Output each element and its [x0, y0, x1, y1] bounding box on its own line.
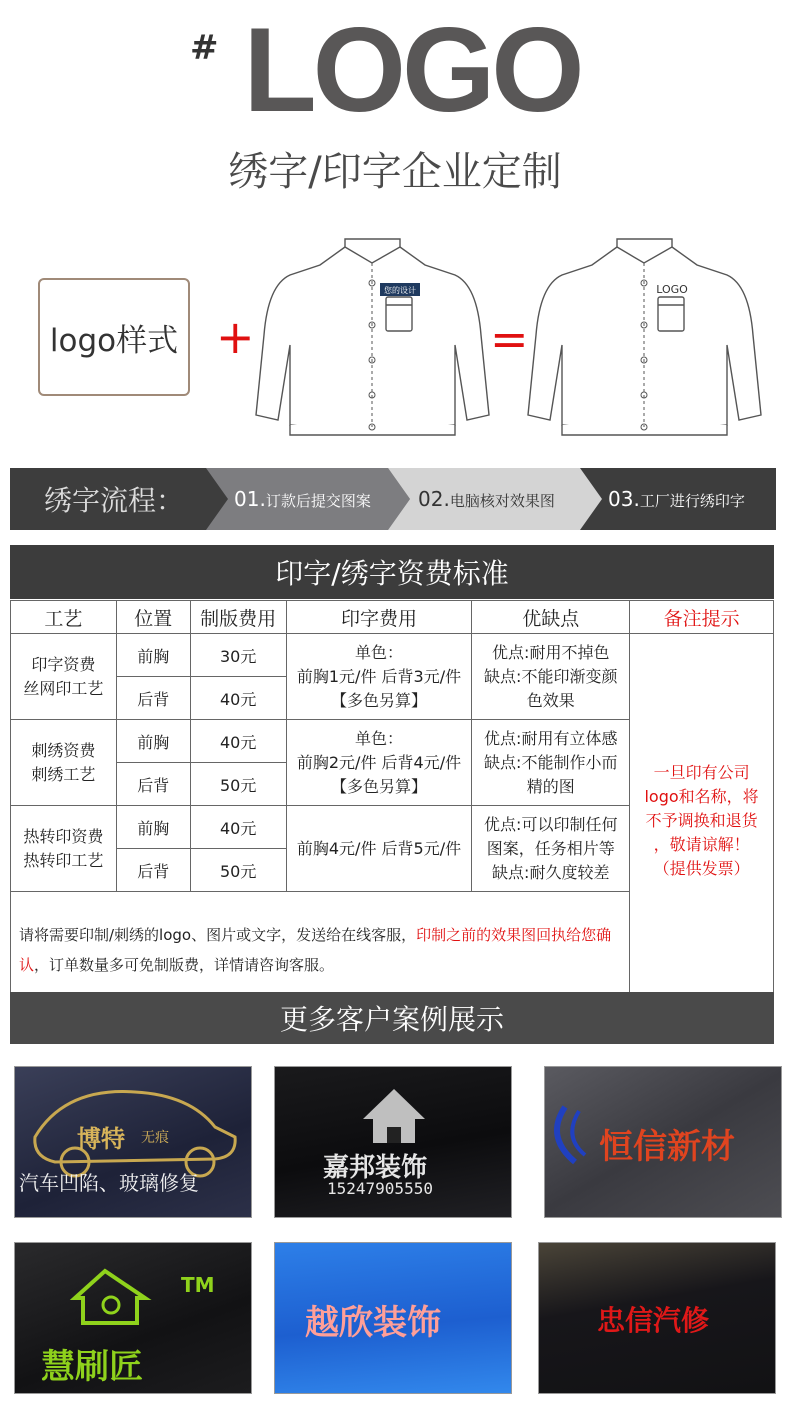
logo-style-box — [38, 278, 190, 396]
shirt-with-design-illustration — [250, 235, 495, 440]
fee-standard-title: 印字/绣字资费标准 — [10, 545, 774, 599]
position-cell: 后背 — [116, 763, 190, 806]
plate-fee-cell: 50元 — [190, 849, 286, 892]
process-title: 绣字流程： — [44, 484, 185, 517]
header-pros-cons: 优缺点 — [472, 601, 630, 634]
header-plate-fee: 制版费用 — [190, 601, 286, 634]
customer-cases-title: 更多客户案例展示 — [10, 992, 774, 1044]
step3-text: 工厂进行绣印字 — [639, 492, 745, 510]
print-fee-cell: 前胸4元/件 后背5元/件 — [286, 806, 472, 892]
position-cell: 前胸 — [116, 634, 190, 677]
step1-text: 订款后提交图案 — [265, 492, 371, 510]
order-instructions: 请将需要印制/刺绣的logo、图片或文字，发送给在线客服，印制之前的效果图回执给您确认，订单数量多可免制版费，详情请咨询客服。 — [11, 892, 630, 1008]
case-photo-1 — [14, 1066, 252, 1218]
pros-cons-cell: 优点:耐用有立体感 缺点:不能制作小而 精的图 — [472, 720, 630, 806]
fee-table-header — [11, 601, 774, 634]
position-cell: 后背 — [116, 677, 190, 720]
case4-trademark: TM — [181, 1273, 215, 1297]
shirt1-design-tag: 您的设计 — [384, 286, 416, 295]
case-photo-2 — [274, 1066, 512, 1218]
craft-cell: 刺绣资费 刺绣工艺 — [11, 720, 117, 806]
logo-style-label: logo样式 — [49, 322, 179, 359]
case6-brand: 忠信汽修 — [597, 1304, 710, 1337]
case-photo-6 — [538, 1242, 776, 1394]
table-row — [11, 634, 774, 677]
plate-fee-cell: 30元 — [190, 634, 286, 677]
plus-sign: + — [216, 310, 255, 364]
print-fee-cell: 单色： 前胸2元/件 后背4元/件 【多色另算】 — [286, 720, 472, 806]
header-craft: 工艺 — [11, 601, 117, 634]
case-photo-5 — [274, 1242, 512, 1394]
plate-fee-cell: 40元 — [190, 720, 286, 763]
step1-number: 01. — [234, 487, 266, 511]
page-subtitle: 绣字/印字企业定制 — [228, 149, 562, 195]
plate-fee-cell: 40元 — [190, 806, 286, 849]
step2-text: 电脑核对效果图 — [449, 492, 555, 510]
header-remarks: 备注提示 — [630, 601, 774, 634]
case5-brand: 越欣装饰 — [305, 1303, 441, 1343]
case1-slogan: 汽车凹陷、玻璃修复 — [19, 1171, 199, 1195]
case1-brand-small: 无痕 — [141, 1130, 169, 1146]
hash-mark: # — [190, 28, 219, 68]
pros-cons-cell: 优点:可以印制任何 图案，任务相片等 缺点:耐久度较差 — [472, 806, 630, 892]
step2-number: 02. — [418, 487, 450, 511]
step3-number: 03. — [608, 487, 640, 511]
case4-brand: 慧刷匠 — [41, 1347, 143, 1387]
header-position: 位置 — [116, 601, 190, 634]
shirt2-logo-tag: LOGO — [656, 283, 688, 296]
embroidery-process-bar — [10, 468, 776, 530]
shirt-with-logo-illustration — [522, 235, 767, 440]
plate-fee-cell: 50元 — [190, 763, 286, 806]
plate-fee-cell: 40元 — [190, 677, 286, 720]
case2-phone: 15247905550 — [327, 1179, 433, 1198]
print-fee-cell: 单色： 前胸1元/件 后背3元/件 【多色另算】 — [286, 634, 472, 720]
position-cell: 前胸 — [116, 720, 190, 763]
fee-table — [10, 600, 774, 1008]
craft-cell: 热转印资费 热转印工艺 — [11, 806, 117, 892]
craft-cell: 印字资费 丝网印工艺 — [11, 634, 117, 720]
case2-brand: 嘉邦装饰 — [323, 1153, 428, 1183]
case3-brand: 恒信新材 — [599, 1127, 735, 1167]
position-cell: 后背 — [116, 849, 190, 892]
header-print-fee: 印字费用 — [286, 601, 472, 634]
pros-cons-cell: 优点:耐用不掉色 缺点:不能印渐变颜 色效果 — [472, 634, 630, 720]
case-photo-4 — [14, 1242, 252, 1394]
remarks-cell: 一旦印有公司 logo和名称，将 不予调换和退货 ，敬请谅解！ （提供发票） — [630, 634, 774, 1008]
position-cell: 前胸 — [116, 806, 190, 849]
logo-heading: LOGO — [243, 3, 581, 137]
equal-sign: = — [490, 312, 529, 366]
case1-brand: 博特 — [77, 1124, 125, 1153]
case-photo-3 — [544, 1066, 782, 1218]
